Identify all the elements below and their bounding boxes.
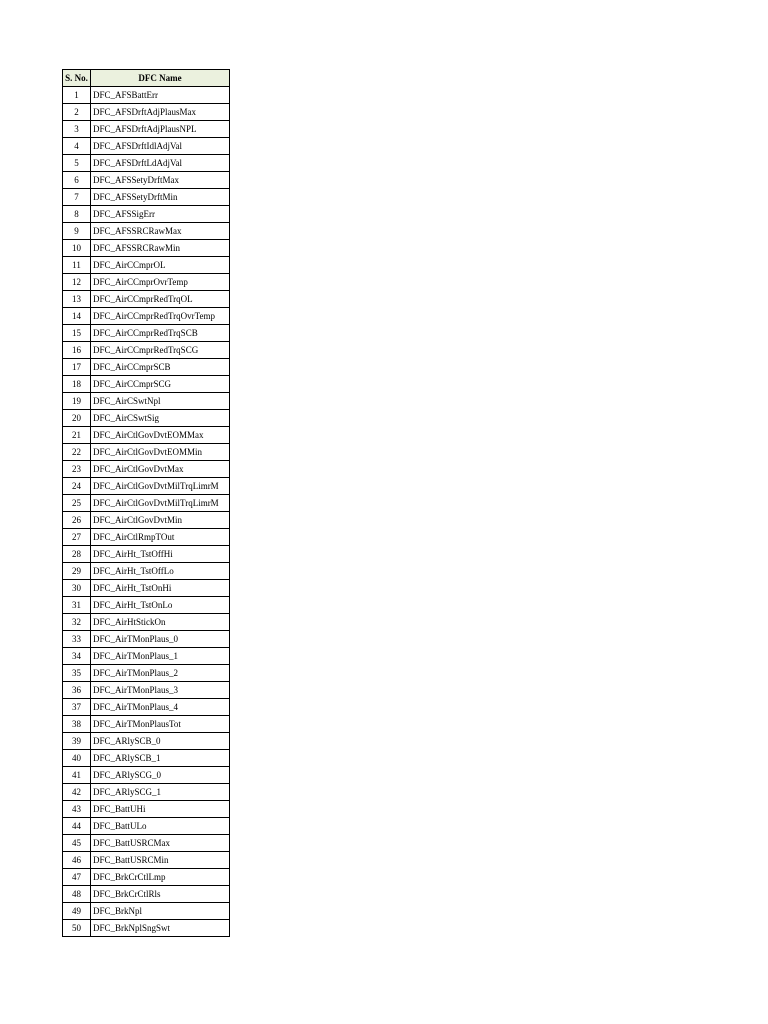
table-row: [63, 308, 230, 325]
cell-sno[interactable]: 2: [63, 104, 91, 121]
cell-dfc-name[interactable]: DFC_AirHt_TstOffLo: [91, 563, 230, 580]
table-row: [63, 750, 230, 767]
table-row: [63, 682, 230, 699]
table-row: [63, 495, 230, 512]
table-row: [63, 376, 230, 393]
cell-sno[interactable]: 15: [63, 325, 91, 342]
cell-dfc-name[interactable]: DFC_ARlySCB_1: [91, 750, 230, 767]
cell-sno[interactable]: 9: [63, 223, 91, 240]
cell-dfc-name[interactable]: DFC_AFSSRCRawMax: [91, 223, 230, 240]
cell-dfc-name[interactable]: DFC_AirTMonPlausTot: [91, 716, 230, 733]
table-row: [63, 189, 230, 206]
table-row: [63, 104, 230, 121]
cell-sno[interactable]: 37: [63, 699, 91, 716]
cell-sno[interactable]: 22: [63, 444, 91, 461]
cell-dfc-name[interactable]: DFC_AirCCmprSCG: [91, 376, 230, 393]
cell-dfc-name[interactable]: DFC_AirCCmprRedTrqOL: [91, 291, 230, 308]
cell-sno[interactable]: 28: [63, 546, 91, 563]
table-row: [63, 529, 230, 546]
dfc-table: [62, 69, 230, 937]
table-row: [63, 87, 230, 104]
table-row: [63, 223, 230, 240]
cell-sno[interactable]: 31: [63, 597, 91, 614]
cell-sno[interactable]: 12: [63, 274, 91, 291]
cell-dfc-name[interactable]: DFC_AirCtlGovDvtEOMMin: [91, 444, 230, 461]
cell-sno[interactable]: 21: [63, 427, 91, 444]
cell-dfc-name[interactable]: DFC_AFSDrftAdjPlausNPL: [91, 121, 230, 138]
cell-dfc-name[interactable]: DFC_AirTMonPlaus_1: [91, 648, 230, 665]
cell-sno[interactable]: 27: [63, 529, 91, 546]
cell-dfc-name[interactable]: DFC_AirCtlRmpTOut: [91, 529, 230, 546]
cell-sno[interactable]: 42: [63, 784, 91, 801]
cell-dfc-name[interactable]: DFC_BattUHi: [91, 801, 230, 818]
cell-dfc-name[interactable]: DFC_AirCtlGovDvtMilTrqLimrM: [91, 495, 230, 512]
cell-sno[interactable]: 36: [63, 682, 91, 699]
cell-sno[interactable]: 17: [63, 359, 91, 376]
table-row: [63, 903, 230, 920]
cell-dfc-name[interactable]: DFC_BrkNpl: [91, 903, 230, 920]
cell-sno[interactable]: 38: [63, 716, 91, 733]
cell-dfc-name[interactable]: DFC_AFSDrftLdAdjVal: [91, 155, 230, 172]
cell-dfc-name[interactable]: DFC_AirHt_TstOnHi: [91, 580, 230, 597]
table-row: [63, 835, 230, 852]
table-row: [63, 699, 230, 716]
cell-dfc-name[interactable]: DFC_AirCCmprSCB: [91, 359, 230, 376]
cell-dfc-name[interactable]: DFC_AFSDrftIdlAdjVal: [91, 138, 230, 155]
column-header-sno[interactable]: S. No.: [63, 70, 91, 87]
table-row: [63, 597, 230, 614]
cell-sno[interactable]: 19: [63, 393, 91, 410]
cell-dfc-name[interactable]: DFC_AirHt_TstOnLo: [91, 597, 230, 614]
table-row: [63, 274, 230, 291]
cell-dfc-name[interactable]: DFC_AirCtlGovDvtEOMMax: [91, 427, 230, 444]
cell-sno[interactable]: 14: [63, 308, 91, 325]
cell-dfc-name[interactable]: DFC_AFSSRCRawMin: [91, 240, 230, 257]
cell-dfc-name[interactable]: DFC_BrkCrCtlLmp: [91, 869, 230, 886]
table-row: [63, 869, 230, 886]
table-row: [63, 818, 230, 835]
cell-sno[interactable]: 47: [63, 869, 91, 886]
cell-sno[interactable]: 20: [63, 410, 91, 427]
cell-sno[interactable]: 3: [63, 121, 91, 138]
cell-dfc-name[interactable]: DFC_AirCtlGovDvtMax: [91, 461, 230, 478]
table-row: [63, 444, 230, 461]
cell-sno[interactable]: 13: [63, 291, 91, 308]
table-row: [63, 359, 230, 376]
cell-sno[interactable]: 50: [63, 920, 91, 937]
table-header-row: [63, 70, 230, 87]
cell-sno[interactable]: 45: [63, 835, 91, 852]
cell-dfc-name[interactable]: DFC_AirCtlGovDvtMin: [91, 512, 230, 529]
cell-sno[interactable]: 39: [63, 733, 91, 750]
cell-sno[interactable]: 8: [63, 206, 91, 223]
cell-dfc-name[interactable]: DFC_AirCtlGovDvtMilTrqLimrM: [91, 478, 230, 495]
cell-sno[interactable]: 48: [63, 886, 91, 903]
cell-sno[interactable]: 6: [63, 172, 91, 189]
table-row: [63, 427, 230, 444]
cell-sno[interactable]: 40: [63, 750, 91, 767]
cell-dfc-name[interactable]: DFC_ARlySCG_1: [91, 784, 230, 801]
table-row: [63, 580, 230, 597]
table-row: [63, 852, 230, 869]
cell-sno[interactable]: 10: [63, 240, 91, 257]
cell-sno[interactable]: 11: [63, 257, 91, 274]
cell-sno[interactable]: 1: [63, 87, 91, 104]
table-row: [63, 886, 230, 903]
cell-dfc-name[interactable]: DFC_AFSSetyDrftMax: [91, 172, 230, 189]
cell-sno[interactable]: 34: [63, 648, 91, 665]
table-row: [63, 342, 230, 359]
cell-sno[interactable]: 23: [63, 461, 91, 478]
table-row: [63, 512, 230, 529]
table-row: [63, 291, 230, 308]
cell-sno[interactable]: 16: [63, 342, 91, 359]
cell-sno[interactable]: 18: [63, 376, 91, 393]
cell-sno[interactable]: 25: [63, 495, 91, 512]
cell-dfc-name[interactable]: DFC_ARlySCB_0: [91, 733, 230, 750]
column-header-dfc-name[interactable]: DFC Name: [91, 70, 230, 87]
cell-dfc-name[interactable]: DFC_BattULo: [91, 818, 230, 835]
cell-sno[interactable]: 33: [63, 631, 91, 648]
table-row: [63, 206, 230, 223]
table-row: [63, 648, 230, 665]
cell-dfc-name[interactable]: DFC_AirTMonPlaus_2: [91, 665, 230, 682]
table-row: [63, 920, 230, 937]
table-row: [63, 767, 230, 784]
cell-dfc-name[interactable]: DFC_BrkCrCtlRls: [91, 886, 230, 903]
cell-sno[interactable]: 5: [63, 155, 91, 172]
cell-dfc-name[interactable]: DFC_AirCCmprRedTrqOvrTemp: [91, 308, 230, 325]
cell-dfc-name[interactable]: DFC_AirCSwtNpl: [91, 393, 230, 410]
cell-dfc-name[interactable]: DFC_AFSBattErr: [91, 87, 230, 104]
table-row: [63, 563, 230, 580]
cell-sno[interactable]: 46: [63, 852, 91, 869]
table-row: [63, 546, 230, 563]
table-row: [63, 801, 230, 818]
cell-sno[interactable]: 44: [63, 818, 91, 835]
table-row: [63, 410, 230, 427]
cell-dfc-name[interactable]: DFC_AirHtStickOn: [91, 614, 230, 631]
table-row: [63, 155, 230, 172]
cell-dfc-name[interactable]: DFC_AirCCmprOvrTemp: [91, 274, 230, 291]
cell-dfc-name[interactable]: DFC_AirCCmprRedTrqSCG: [91, 342, 230, 359]
cell-dfc-name[interactable]: DFC_AirCCmprOL: [91, 257, 230, 274]
table-row: [63, 393, 230, 410]
cell-dfc-name[interactable]: DFC_BrkNplSngSwt: [91, 920, 230, 937]
table-row: [63, 325, 230, 342]
cell-dfc-name[interactable]: DFC_ARlySCG_0: [91, 767, 230, 784]
table-row: [63, 172, 230, 189]
cell-dfc-name[interactable]: DFC_BattUSRCMin: [91, 852, 230, 869]
table-row: [63, 631, 230, 648]
table-row: [63, 716, 230, 733]
cell-dfc-name[interactable]: DFC_AirTMonPlaus_0: [91, 631, 230, 648]
cell-dfc-name[interactable]: DFC_AirTMonPlaus_4: [91, 699, 230, 716]
table-row: [63, 121, 230, 138]
cell-dfc-name[interactable]: DFC_AirTMonPlaus_3: [91, 682, 230, 699]
cell-dfc-name[interactable]: DFC_AirCCmprRedTrqSCB: [91, 325, 230, 342]
cell-sno[interactable]: 41: [63, 767, 91, 784]
table-row: [63, 614, 230, 631]
cell-sno[interactable]: 24: [63, 478, 91, 495]
cell-sno[interactable]: 4: [63, 138, 91, 155]
cell-dfc-name[interactable]: DFC_AFSSigErr: [91, 206, 230, 223]
table-row: [63, 138, 230, 155]
table-row: [63, 784, 230, 801]
cell-dfc-name[interactable]: DFC_AFSSetyDrftMin: [91, 189, 230, 206]
cell-sno[interactable]: 32: [63, 614, 91, 631]
cell-sno[interactable]: 29: [63, 563, 91, 580]
cell-sno[interactable]: 30: [63, 580, 91, 597]
cell-dfc-name[interactable]: DFC_AirHt_TstOffHi: [91, 546, 230, 563]
cell-sno[interactable]: 49: [63, 903, 91, 920]
table-row: [63, 257, 230, 274]
table-row: [63, 478, 230, 495]
table-body: [63, 87, 230, 937]
table-row: [63, 733, 230, 750]
cell-sno[interactable]: 43: [63, 801, 91, 818]
table-row: [63, 665, 230, 682]
cell-sno[interactable]: 35: [63, 665, 91, 682]
table-row: [63, 240, 230, 257]
table-row: [63, 461, 230, 478]
cell-sno[interactable]: 7: [63, 189, 91, 206]
cell-dfc-name[interactable]: DFC_BattUSRCMax: [91, 835, 230, 852]
spreadsheet-area: [62, 69, 230, 937]
cell-dfc-name[interactable]: DFC_AirCSwtSig: [91, 410, 230, 427]
cell-sno[interactable]: 26: [63, 512, 91, 529]
cell-dfc-name[interactable]: DFC_AFSDrftAdjPlausMax: [91, 104, 230, 121]
